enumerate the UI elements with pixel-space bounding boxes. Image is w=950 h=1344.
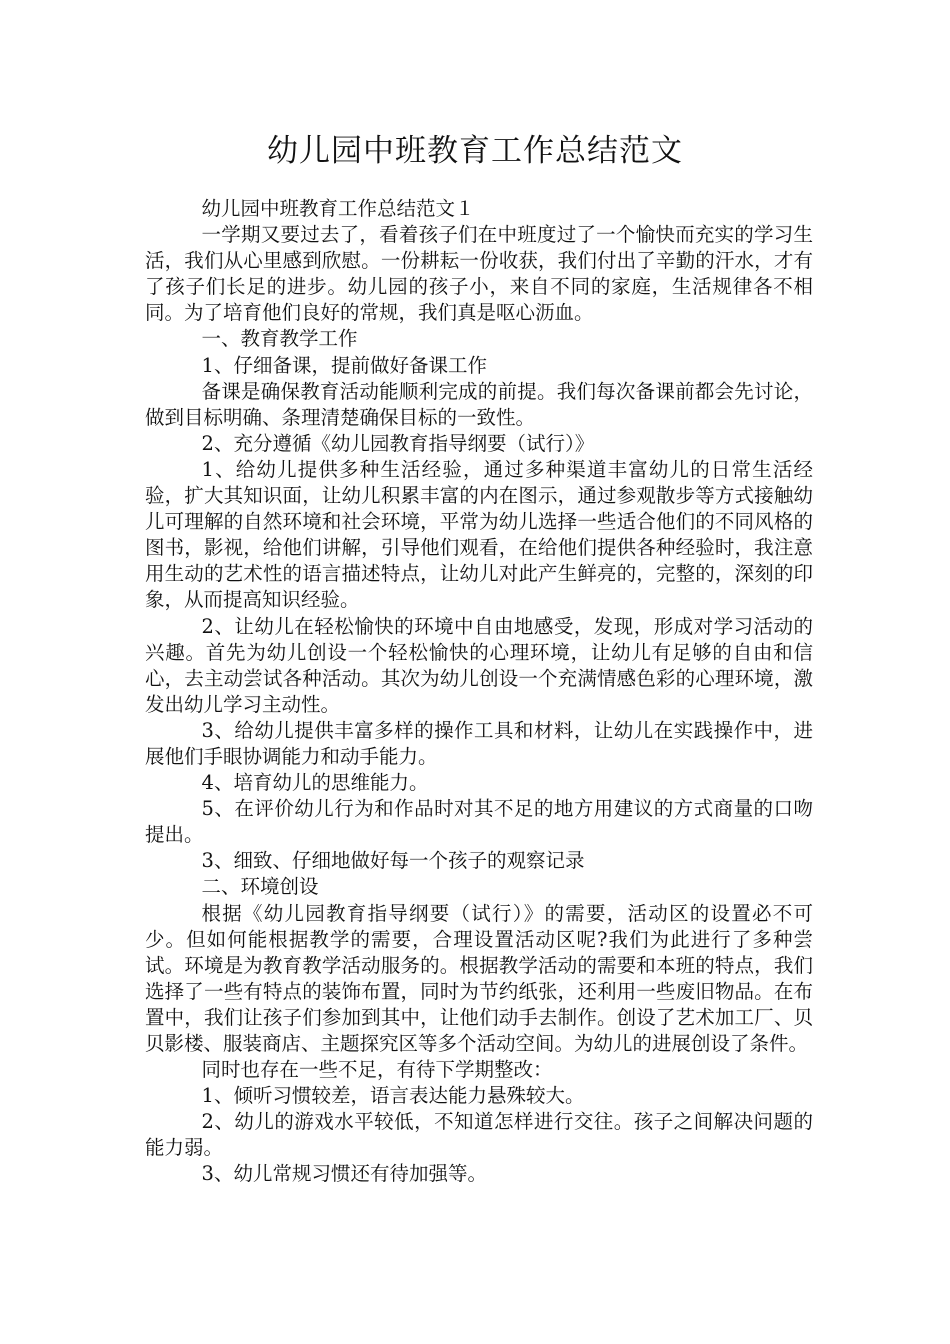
subtitle-paragraph: 幼儿园中班教育工作总结范文１ — [201, 197, 475, 220]
list-item: 2、让幼儿在轻松愉快的环境中自由地感受，发现，形成对学习活动的兴趣。首先为幼儿创设一个轻松愉快的心理环境，让幼儿有足够的自由和信心，去主动尝试各种活动。其次为幼儿创设一个充满情感色彩的心理环境，激发出幼儿学习主动性。 — [145, 614, 813, 716]
list-item: 1、给幼儿提供多种生活经验，通过多种渠道丰富幼儿的日常生活经验，扩大其知识面，让幼儿积累丰富的内在图示，通过参观散步等方式接触幼儿可理解的自然环境和社会环境，平常为幼儿选择一些适合他们的不同风格的图书，影视，给他们讲解，引导他们观看，在给他们提供各种经验时，我注意用生动的艺术性的语言描述特点，让幼儿对此产生鲜亮的，完整的，深刻的印象，从而提高知识经验。 — [145, 457, 813, 612]
body-paragraph: 同时也存在一些不足，有待下学期整改： — [201, 1058, 553, 1082]
body-paragraph: 备课是确保教育活动能顺利完成的前提。我们每次备课前都会先讨论，做到目标明确、条理清楚确保目标的一致性。 — [145, 379, 813, 429]
list-item: 3、幼儿常规习惯还有待加强等。 — [201, 1162, 487, 1186]
list-item: 5、在评价幼儿行为和作品时对其不足的地方用建议的方式商量的口吻提出。 — [145, 797, 813, 847]
list-item: 1、倾听习惯较差，语言表达能力悬殊较大。 — [201, 1084, 585, 1108]
section-heading-teaching: 一、教育教学工作 — [201, 327, 358, 351]
document-title: 幼儿园中班教育工作总结范文 — [267, 133, 683, 169]
intro-paragraph: 一学期又要过去了，看着孩子们在中班度过了一个愉快而充实的学习生活，我们从心里感到欣慰。一份耕耘一份收获，我们付出了辛勤的汗水，才有了孩子们长足的进步。幼儿园的孩子小，来自不同的家庭，生活规律各不相同。为了培育他们良好的常规，我们真是呕心沥血。 — [145, 223, 813, 325]
subheading-lesson-prep: 1、仔细备课，提前做好备课工作 — [201, 353, 487, 377]
list-item: 2、幼儿的游戏水平较低，不知道怎样进行交往。孩子之间解决问题的能力弱。 — [145, 1110, 813, 1160]
subheading-observation: 3、细致、仔细地做好每一个孩子的观察记录 — [201, 849, 585, 873]
body-paragraph: 根据《幼儿园教育指导纲要（试行）》的需要，活动区的设置必不可少。但如何能根据教学的需要，合理设置活动区呢?我们为此进行了多种尝试。环境是为教育教学活动服务的。根据教学活动的需要和本班的特点，我们选择了一些有特点的装饰布置，同时为节约纸张，还利用一些废旧物品。在布置中，我们让孩子们参加到其中，让他们动手去制作。创设了艺术加工厂、贝贝影楼、服装商店、主题探究区等多个活动空间。为幼儿的进展创设了条件。 — [145, 901, 813, 1055]
list-item: 3、给幼儿提供丰富多样的操作工具和材料，让幼儿在实践操作中，进展他们手眼协调能力和动手能力。 — [145, 718, 813, 768]
document-body — [145, 196, 813, 1188]
section-heading-environment: 二、环境创设 — [201, 875, 319, 899]
list-item: 4、培育幼儿的思维能力。 — [201, 771, 429, 795]
subheading-guideline: 2、充分遵循《幼儿园教育指导纲要（试行）》 — [201, 431, 595, 455]
